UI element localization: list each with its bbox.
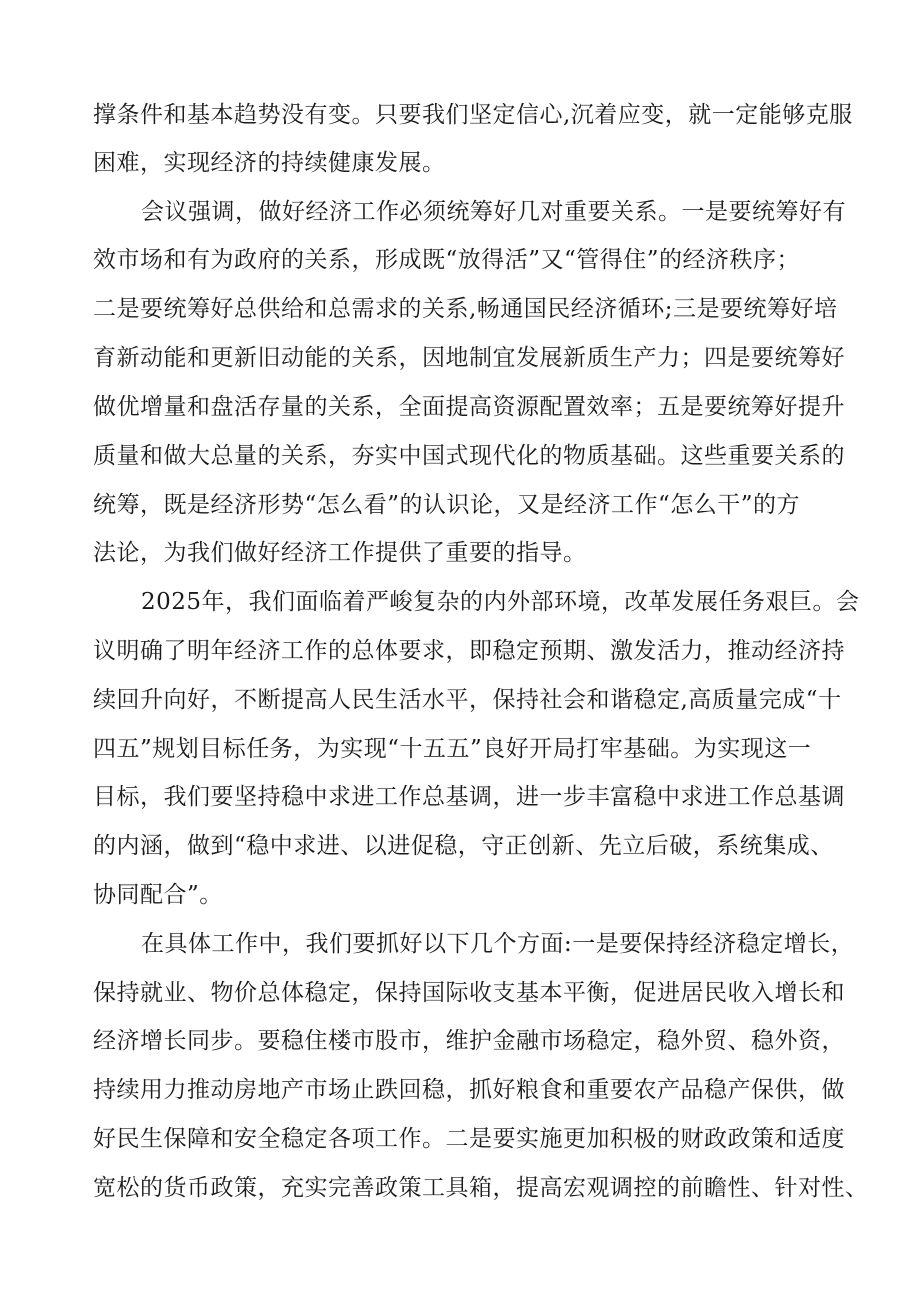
text-line: 质量和做大总量的关系，夯实中国式现代化的物质基础。这些重要关系的	[93, 443, 845, 469]
text-line: 统筹，既是经济形势“怎么看”的认识论，又是经济工作“怎么干”的方	[93, 492, 801, 518]
text-line: 议明确了明年经济工作的总体要求，即稳定预期、激发活力，推动经济持	[93, 638, 845, 664]
text-line: 效市场和有为政府的关系，形成既“放得活”又“管得住”的经济秩序；	[93, 247, 801, 273]
text-line: 目标，我们要坚持稳中求进工作总基调，进一步丰富稳中求进工作总基调	[93, 784, 845, 810]
paragraph-first-line: 2025年，我们面临着严峻复杂的内外部环境，改革发展任务艰巨。会	[141, 589, 860, 615]
text-line: 续回升向好，不断提高人民生活水平，保持社会和谐稳定,高质量完成“十	[93, 687, 842, 713]
text-line: 保持就业、物价总体稳定，保持国际收支基本平衡，促进居民收入增长和	[93, 980, 845, 1006]
text-line: 经济增长同步。要稳住楼市股市，维护金融市场稳定，稳外贸、稳外资，	[93, 1028, 845, 1054]
text-line: 困难，实现经济的持续健康发展。	[93, 150, 446, 176]
text-line: 撑条件和基本趋势没有变。只要我们坚定信心,沉着应变，就一定能够克服	[93, 102, 853, 128]
text-line: 做优增量和盘活存量的关系，全面提高资源配置效率；五是要统筹好提升	[93, 394, 845, 420]
text-line: 宽松的货币政策，充实完善政策工具箱，提高宏观调控的前瞻性、针对性、	[93, 1175, 869, 1201]
text-line: 协同配合”。	[93, 882, 223, 908]
text-line: 二是要统筹好总供给和总需求的关系,畅通国民经济循环;三是要统筹好培	[93, 296, 838, 322]
paragraph-first-line: 会议强调，做好经济工作必须统筹好几对重要关系。一是要统筹好有	[141, 199, 846, 225]
text-line: 法论，为我们做好经济工作提供了重要的指导。	[93, 540, 587, 566]
paragraph-first-line: 在具体工作中，我们要抓好以下几个方面:一是要保持经济稳定增长，	[141, 931, 855, 957]
text-line: 的内涵，做到“稳中求进、以进促稳，守正创新、先立后破，系统集成、	[93, 833, 834, 859]
text-line: 四五”规划目标任务，为实现“十五五”良好开局打牢基础。为实现这一	[93, 736, 812, 762]
text-line: 育新动能和更新旧动能的关系，因地制宜发展新质生产力；四是要统筹好	[93, 345, 845, 371]
text-line: 持续用力推动房地产市场止跌回稳，抓好粮食和重要农产品稳产保供，做	[93, 1077, 845, 1103]
text-line: 好民生保障和安全稳定各项工作。二是要实施更加积极的财政政策和适度	[93, 1126, 845, 1152]
